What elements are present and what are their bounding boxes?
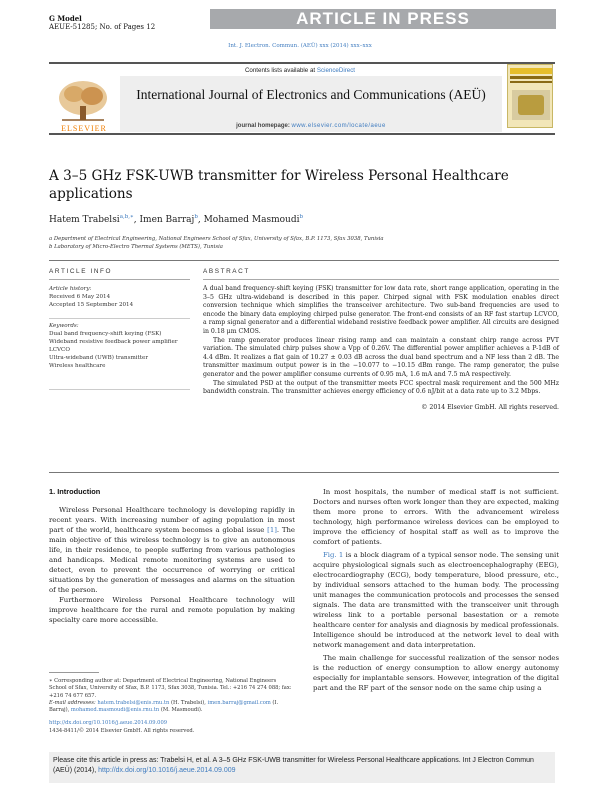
contents-line: Contents lists available at ScienceDirect (244, 67, 356, 74)
journal-homepage: journal homepage: www.elsevier.com/locate/aeue (236, 123, 386, 129)
divider (49, 472, 559, 473)
body-paragraph: In most hospitals, the number of medical staff is not sufficient. Doctors and nurses often work longer than they are expected, making them more prone to errors. With the advancement wireless technology, high performance wireless devices can be employed to improve the efficiency of hospital staff as well as to improve the comfort of patients. (313, 488, 559, 546)
footnote: ∗ Corresponding author at: Department of Electrical Engineering, National Engineers School of Sfax, University of Sfax, B.P. 1173, Sfax 3038, Tunisia. Tel.: +216 74 274 088; fax: +216 74 677 657. E-mail addresses: hatem.trabelsi@enis.rnu.tn (H. Trabelsi), imen.barraj@gmail.com (I. Barraj), mohamed.masmoudi@enis.rnu.tn (M. Masmoudi). http://dx.doi.org/10.1016/j.aeue.2014.09.009 1434-8411/© 2014 Elsevier GmbH. All rights reserved. (49, 678, 295, 735)
homepage-link[interactable]: www.elsevier.com/locate/aeue (291, 123, 386, 129)
footnote-rule (49, 672, 99, 673)
affiliations (49, 235, 559, 251)
article-info-heading: ARTICLE INFO (49, 268, 113, 275)
body-paragraph: Fig. 1 is a block diagram of a typical sensor node. The sensing unit acquire physiological signals such as electroencephalography (EEG), electrocardiography (ECG), body temperature, blood pressure, etc., by individual sensors attached to the human body. The processing unit manages the communication protocols and processes the sensed signals. The data are transmitted with the transceiver unit through wireless link to a portable personal basestation or a remote healthcare center for analysis and diagnosis by medical professionals. Intelligence should be introduced at the network level to deal with network management and data interpretation. (313, 551, 559, 649)
keyword: LCVCO (49, 346, 70, 353)
abstract-heading: ABSTRACT (203, 268, 250, 275)
author-1: Hatem Trabelsi$^{a,b,∗}$, (49, 214, 137, 225)
elsevier-wordmark: ELSEVIER (61, 124, 107, 133)
section-heading: 1. Introduction (49, 487, 101, 496)
divider (203, 279, 559, 280)
doi-link[interactable]: http://dx.doi.org/10.1016/j.aeue.2014.09.009 (49, 720, 168, 727)
affiliation-b: b Laboratory of Micro-Electro Thermal Systems (METS), Tunisia (49, 244, 223, 250)
body-right-column (313, 487, 559, 693)
citation-ref[interactable]: [1] (267, 526, 277, 534)
sciencedirect-link[interactable]: ScienceDirect (316, 67, 356, 74)
author-list (49, 214, 559, 225)
affiliation-a: a Department of Electrical Engineering, National Engineers School of Sfax, University of Sfax, B.P. 1173, Sfax 3038, Tunisia (49, 236, 384, 242)
body-left-column (49, 487, 295, 625)
journal-reference[interactable]: Int. J. Electron. Commun. (AEÜ) xxx (2014) xxx–xxx (228, 43, 372, 49)
email-link[interactable]: mohamed.masmoudi@enis.rnu.tn (70, 707, 160, 714)
divider (49, 260, 559, 261)
keywords: Keywords: Dual band frequency-shift keying (FSK) Wideband resistive feedback power amplifier LCVCO Ultra-wideband (UWB) transmitter Wireless healthcare (49, 323, 190, 370)
author-3: Mohamed Masmoudi$^b$ (203, 214, 303, 225)
article-title: A 3–5 GHz FSK-UWB transmitter for Wireless Personal Healthcare applications (49, 168, 509, 202)
article-in-press-banner: ARTICLE IN PRESS (210, 9, 556, 29)
article-ref: AEUE-51285; No. of Pages 12 (49, 23, 156, 31)
abstract (203, 285, 559, 412)
journal-cover-image (507, 64, 553, 128)
journal-title: International Journal of Electronics and Communications (AEÜ) (136, 87, 486, 102)
keyword: Wideband resistive feedback power amplifier (49, 338, 178, 345)
abstract-paragraph: The simulated PSD at the output of the transmitter meets FCC spectral mask requirement and the 500 MHz bandwidth constrain. The transmitter achieves energy efficiency of 0.6 nJ/bit at a data rate up to 3.2 Mbps. (203, 379, 559, 396)
keyword: Ultra-wideband (UWB) transmitter (49, 354, 149, 361)
divider (49, 389, 190, 390)
body-paragraph: Wireless Personal Healthcare technology is developing rapidly in recent years. With increasing number of aging population in most part of the world, healthcare system becomes a global issue [1]. The main objective of this wireless technology is to give an autonomous life, in their residence, to people suffering from various pathologies and handicaps. Medical remote monitoring systems are used to detect, even to prevent the occurrence of worrying or critical situations by the generation of messages and alarms on the situation of the person. (49, 506, 295, 594)
citation-doi-link[interactable]: http://dx.doi.org/10.1016/j.aeue.2014.09.009 (98, 766, 236, 774)
figure-ref[interactable]: Fig. 1 (323, 551, 344, 559)
email-link[interactable]: hatem.trabelsi@enis.rnu.tn (97, 699, 170, 706)
keyword: Wireless healthcare (49, 362, 106, 369)
abstract-paragraph: The ramp generator produces linear rising ramp and can maintain a constant chirp range across PVT variation. The simulated chirp pulses show a Vpp of 0.26V. The differential power amplifier achieves a P-1dB of 4.4 dBm. It realizes a flat gain of 10.27 ± 0.03 dB across the dual band spectrum and a NF less than 2 dB. The transmitter maximum output power is in the −10.077 to −10.15 dBm range. The ramp generator, the pulse generator and the power amplifier consume currents of 0.95 mA, 1.6 mA and 7.5 mA respectively. (203, 336, 559, 378)
citation-box: Please cite this article in press as: Trabelsi H, et al. A 3–5 GHz FSK-UWB transmitter for Wireless Personal Healthcare applications. Int J Electron Commun (AEÜ) (2014), http://dx.doi.org/10.1016/j.aeue.2014.09.009 (49, 752, 555, 783)
article-history: Article history: Received 6 May 2014 Accepted 15 September 2014 (49, 286, 134, 308)
body-paragraph: The main challenge for successful realization of the sensor nodes is the reduction of energy consumption to allow energy autonomy especially for implantable sensors. However, integration of the digital part and the RF part of the sensor node on the same chip using a (313, 654, 559, 692)
model-label: G Model (49, 14, 82, 23)
header-meta (49, 14, 155, 32)
email-link[interactable]: imen.barraj@gmail.com (207, 699, 271, 706)
author-2: Imen Barraj$^b$, (139, 214, 201, 225)
copyright: © 2014 Elsevier GmbH. All rights reserved. (421, 403, 559, 411)
abstract-paragraph: A dual band frequency-shift keying (FSK) transmitter for low data rate, short range application, operating in the 3–5 GHz ultra-wideband is described in this paper. Chirped signal with FSK modulation enables direct conversion technique which simplifies the transceiver architecture. Two sub-band frequencies are used to encode the binary data employing chirped pulse generator. The front-end consists of an RF fast startup LCVCO, a ramp signal generator and a differential wideband resistive feedback power amplifier. All circuits are designed in 0.18 μm CMOS. (203, 285, 559, 335)
divider (49, 279, 190, 280)
divider (49, 318, 190, 319)
keyword: Dual band frequency-shift keying (FSK) (49, 330, 162, 337)
body-paragraph: Furthermore Wireless Personal Healthcare technology will improve healthcare for the rural and remote population by making specialty care more accessible. (49, 596, 295, 624)
issn: 1434-8411/© 2014 Elsevier GmbH. All rights reserved. (49, 727, 195, 734)
